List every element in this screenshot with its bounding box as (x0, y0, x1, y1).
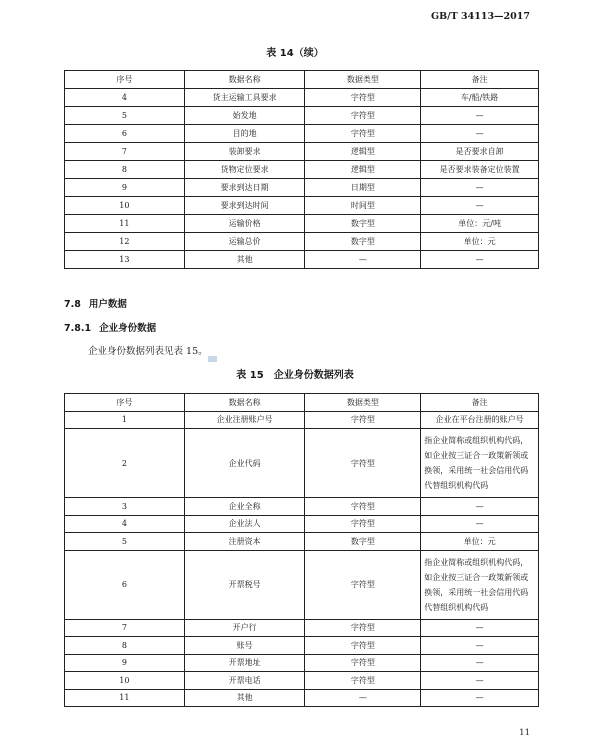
table15-caption: 表 15 企业身份数据列表 (236, 370, 354, 381)
table-cell: 字符型 (305, 550, 421, 619)
table-cell: 是否要求装备定位装置 (421, 161, 539, 179)
table-cell: 12 (65, 233, 185, 251)
table-cell: 数字型 (305, 533, 421, 551)
table-cell: — (421, 251, 539, 269)
table-cell: 开票税号 (184, 550, 305, 619)
table-cell: 单位：元 (421, 533, 539, 551)
column-header: 数据类型 (305, 394, 421, 412)
table-cell: 日期型 (305, 179, 421, 197)
table-cell: 单位：元 (421, 233, 539, 251)
table-cell: 9 (65, 654, 185, 672)
table-cell: 11 (65, 689, 185, 707)
table-cell: 字符型 (305, 654, 421, 672)
page-number: 11 (519, 728, 530, 738)
section-number: 7.8.1 (64, 323, 92, 334)
table-cell: 1 (65, 411, 185, 429)
table-cell: 4 (65, 89, 185, 107)
table-cell: — (421, 107, 539, 125)
table-cell: 5 (65, 533, 185, 551)
table-cell: 逻辑型 (305, 143, 421, 161)
table-cell: 企业法人 (184, 515, 305, 533)
table-cell: 其他 (184, 689, 305, 707)
table-cell: 逻辑型 (305, 161, 421, 179)
body-paragraph: 企业身份数据列表见表 15。 (88, 346, 208, 357)
table-row (65, 89, 539, 107)
table-cell: 9 (65, 179, 185, 197)
table-cell: — (421, 498, 539, 516)
table-cell: 字符型 (305, 619, 421, 637)
table-row (65, 107, 539, 125)
table-cell: 开票地址 (184, 654, 305, 672)
column-header: 备注 (421, 71, 539, 89)
table-cell: — (421, 515, 539, 533)
table-cell: 企业在平台注册的账户号 (421, 411, 539, 429)
table-cell: 字符型 (305, 515, 421, 533)
table-cell: 开户行 (184, 619, 305, 637)
table-cell: 字符型 (305, 429, 421, 498)
table-cell: 企业代码 (184, 429, 305, 498)
table-cell: 单位：元/吨 (421, 215, 539, 233)
table-cell: 时间型 (305, 197, 421, 215)
table-cell: 始发地 (184, 107, 305, 125)
table-cell: 数字型 (305, 215, 421, 233)
section-title: 企业身份数据 (99, 323, 157, 334)
table-row (65, 125, 539, 143)
table-cell: 货主运输工具要求 (184, 89, 305, 107)
table-row (65, 654, 539, 672)
table-cell: 5 (65, 107, 185, 125)
table-header-row (65, 394, 539, 412)
table14-caption: 表 14（续） (266, 48, 324, 59)
table-row (65, 233, 539, 251)
table-cell: 8 (65, 161, 185, 179)
table-cell: 字符型 (305, 498, 421, 516)
table-row (65, 689, 539, 707)
table-row (65, 498, 539, 516)
column-header: 序号 (65, 394, 185, 412)
table-cell: 6 (65, 550, 185, 619)
table-header-row (65, 71, 539, 89)
table-cell: 货物定位要求 (184, 161, 305, 179)
table-cell: 账号 (184, 637, 305, 655)
column-header: 数据名称 (184, 394, 305, 412)
table-15 (64, 393, 539, 707)
table-row (65, 411, 539, 429)
table-row (65, 619, 539, 637)
table-cell: — (421, 654, 539, 672)
table-cell: 2 (65, 429, 185, 498)
table-cell: — (421, 672, 539, 690)
table-cell: 企业全称 (184, 498, 305, 516)
table-cell: 字符型 (305, 411, 421, 429)
table-cell: 11 (65, 215, 185, 233)
section-7-8-1 (64, 320, 156, 334)
table-row (65, 429, 539, 498)
table-cell: 字符型 (305, 637, 421, 655)
table-cell: 4 (65, 515, 185, 533)
table-cell: 10 (65, 672, 185, 690)
table-row (65, 533, 539, 551)
table-cell: 7 (65, 619, 185, 637)
table-cell: 字符型 (305, 672, 421, 690)
table-cell: 开票电话 (184, 672, 305, 690)
table-cell: 装卸要求 (184, 143, 305, 161)
table-cell: 字符型 (305, 107, 421, 125)
table-cell: 注册资本 (184, 533, 305, 551)
table-cell: — (421, 689, 539, 707)
scan-mark (208, 356, 217, 362)
table-cell: — (421, 637, 539, 655)
table-cell: — (421, 179, 539, 197)
column-header: 备注 (421, 394, 539, 412)
table-cell: 13 (65, 251, 185, 269)
table-row (65, 637, 539, 655)
table-cell: — (421, 197, 539, 215)
table-cell: 6 (65, 125, 185, 143)
table-cell: 3 (65, 498, 185, 516)
table-cell: 车/船/铁路 (421, 89, 539, 107)
table-cell: 指企业简称或组织机构代码，如企业按三证合一政策新领或换领，采用统一社会信用代码代替组织机构代码 (421, 550, 539, 619)
table-cell: 数字型 (305, 233, 421, 251)
table-cell: 字符型 (305, 125, 421, 143)
table-row (65, 143, 539, 161)
table-cell: — (421, 619, 539, 637)
table-cell: 指企业简称或组织机构代码，如企业按三证合一政策新领或换领，采用统一社会信用代码代替组织机构代码 (421, 429, 539, 498)
table-row (65, 672, 539, 690)
table-cell: — (305, 689, 421, 707)
standard-number: GB/T 34113—2017 (431, 11, 530, 22)
table-cell: 是否要求自卸 (421, 143, 539, 161)
section-title: 用户数据 (88, 299, 127, 310)
table-cell: 8 (65, 637, 185, 655)
table-row (65, 550, 539, 619)
table-row (65, 515, 539, 533)
table-row (65, 215, 539, 233)
column-header: 数据类型 (305, 71, 421, 89)
table-cell: 运输总价 (184, 233, 305, 251)
table-row (65, 197, 539, 215)
table-row (65, 179, 539, 197)
section-number: 7.8 (64, 299, 81, 310)
table-cell: 要求到达时间 (184, 197, 305, 215)
table-cell: 其他 (184, 251, 305, 269)
table-cell: 字符型 (305, 89, 421, 107)
table-cell: — (421, 125, 539, 143)
table-cell: — (305, 251, 421, 269)
column-header: 序号 (65, 71, 185, 89)
section-7-8 (64, 296, 127, 310)
table-cell: 10 (65, 197, 185, 215)
table-row (65, 161, 539, 179)
column-header: 数据名称 (184, 71, 305, 89)
table-cell: 7 (65, 143, 185, 161)
table-cell: 运输价格 (184, 215, 305, 233)
table-cell: 要求到达日期 (184, 179, 305, 197)
table-row (65, 251, 539, 269)
table-14 (64, 70, 539, 269)
table-cell: 目的地 (184, 125, 305, 143)
table-cell: 企业注册账户号 (184, 411, 305, 429)
